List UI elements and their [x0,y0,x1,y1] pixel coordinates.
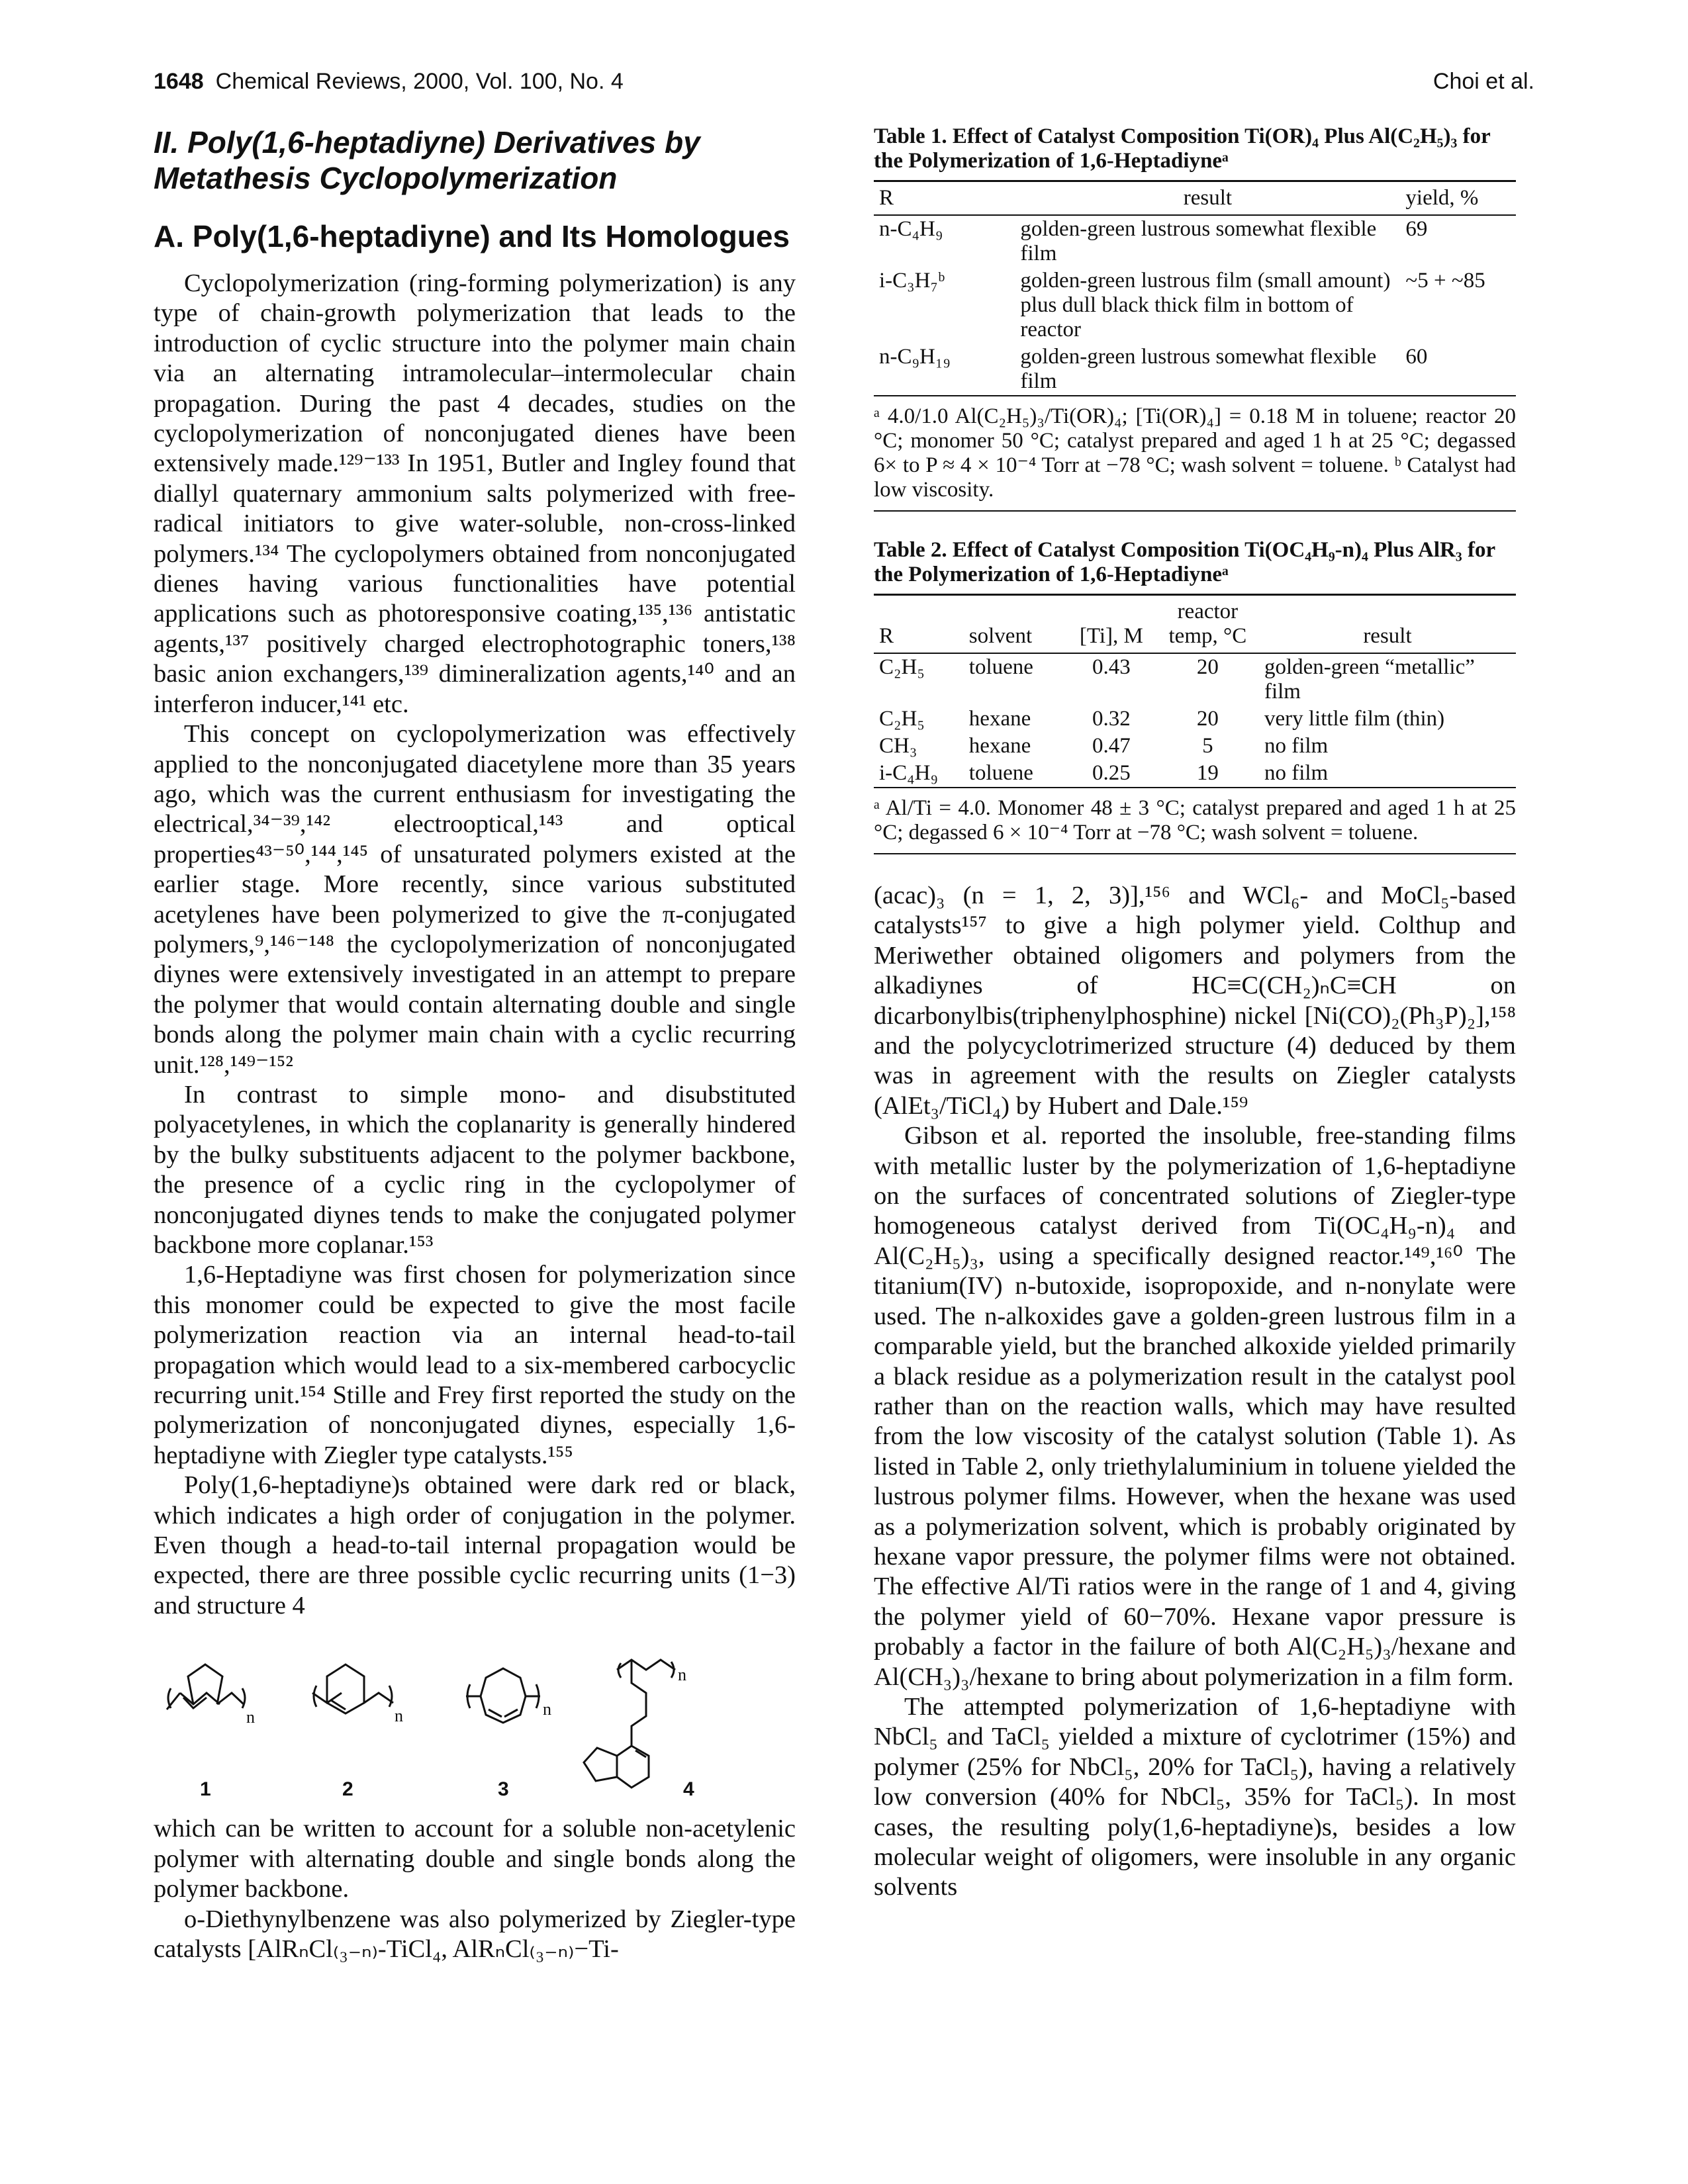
structure-2 [312,1664,393,1713]
repeat-subscript-4: n [678,1665,686,1685]
table-cell: 0.25 [1092,761,1131,785]
table-1 [874,124,1516,512]
paragraph: o-Diethynylbenzene was also polymerized by Ziegler-type catalysts [AlRₙCl₍₃₋ₙ₎-TiCl₄, AlRₙCl₍₃₋ₙ₎−Ti- [154,1905,796,1963]
table-header: yield, % [1400,181,1516,216]
table-cell: hexane [968,707,1031,731]
table-header: result [1015,181,1400,216]
table-header: reactor temp, °C [1156,595,1259,654]
section-title: II. Poly(1,6-heptadiyne) Derivatives by Metathesis Cyclopolymerization [154,125,700,195]
table-cell: n-C₄H₉ [879,217,943,241]
table-header: [Ti], M [1066,595,1156,654]
table-row [874,653,1516,705]
table-header: result [1259,595,1516,654]
chemical-structures-figure [154,1630,796,1809]
left-column [154,124,796,1964]
table-row [874,343,1516,396]
table-1-caption: Table 1. Effect of Catalyst Composition Ti(OR)₄ Plus Al(C₂H₅)₃ for the Polymerization of 1,6-Heptadiyneᵃ [874,124,1491,173]
table-cell: 5 [1202,734,1213,758]
table-header: R [874,595,964,654]
table-cell: golden-green lustrous somewhat flexible film [1020,217,1377,265]
table-row [874,760,1516,788]
repeat-subscript-1: n [246,1707,255,1727]
table-cell: 20 [1196,707,1219,731]
structure-4 [584,1660,675,1788]
table-cell: 0.47 [1092,734,1131,758]
table-2-footnote: ᵃ Al/Ti = 4.0. Monomer 48 ± 3 °C; catalyst prepared and aged 1 h at 25 °C; degassed 6 × 10⁻⁴ Torr at −78 °C; wash solvent = toluene. [874,796,1516,854]
repeat-subscript-2: n [395,1706,403,1726]
table-2-grid [874,594,1516,788]
paragraph: Poly(1,6-heptadiyne)s obtained were dark red or black, which indicates a high order of conjugation in the polymer. Even though a head-to-tail internal propagation would be expected, there are three possible cyclic recurring units (1−3) and structure 4 [154,1471,796,1619]
structure-1 [167,1664,245,1709]
table-cell: toluene [968,655,1033,679]
table-cell: hexane [968,734,1031,758]
structure-label-3: 3 [498,1778,509,1801]
table-header: solvent [964,595,1066,654]
table-cell: C₂H₅ [879,655,925,679]
right-column [874,124,1516,1903]
table-cell: 0.43 [1092,655,1131,679]
running-head [154,69,1534,98]
table-cell: C₂H₅ [879,707,925,731]
table-row [874,733,1516,760]
table-cell: golden-green “metallic” film [1264,655,1475,704]
paragraph: 1,6-Heptadiyne was first chosen for polymerization since this monomer could be expected to give the most facile polymerization reaction via an internal head-to-tail propagation which would lead to a six-membered carbocyclic recurring unit.¹⁵⁴ Stille and Frey first reported the study on the polymerization of nonconjugated diynes, especially 1,6-heptadiyne with Ziegler type catalysts.¹⁵⁵ [154,1261,796,1469]
table-cell: golden-green lustrous somewhat flexible film [1020,345,1377,393]
paragraph: The attempted polymerization of 1,6-heptadiyne with NbCl₅ and TaCl₅ yielded a mixture of cyclotrimer (15%) and polymer (25% for NbCl₅, 20% for TaCl₅), having a relatively low conversion (40% for NbCl₅, 35% for TaCl₅). In most cases, the resulting poly(1,6-heptadiyne)s, besides a low molecular weight of oligomers, were insoluble in any organic solvents [874,1692,1516,1901]
paragraph: which can be written to account for a soluble non-acetylenic polymer with alternating double and single bonds along the polymer backbone. [154,1815,796,1903]
paragraph: In contrast to simple mono- and disubstituted polyacetylenes, in which the coplanarity is generally hindered by the bulky substituents adjacent to the polymer backbone, the presence of a cyclic ring in the cyclopolymer of nonconjugated diynes tends to make the conjugated polymer backbone more coplanar.¹⁵³ [154,1080,796,1259]
table-cell: 20 [1196,655,1219,679]
repeat-subscript-3: n [543,1700,551,1719]
table-cell: i-C₄H₉ [879,761,939,785]
journal-citation: Chemical Reviews, 2000, Vol. 100, No. 4 [215,69,624,94]
structure-label-1: 1 [200,1778,211,1801]
table-row [874,215,1516,267]
table-cell: i-C₃H₇ᵇ [879,269,945,293]
table-1-footnote: ᵃ 4.0/1.0 Al(C₂H₅)₃/Ti(OR)₄; [Ti(OR)₄] = 0.18 M in toluene; reactor 20 °C; monomer 50 °C; catalyst prepared and aged 1 h at 25 °C; degassed 6× to P ≈ 4 × 10⁻⁴ Torr at −78 °C; wash solvent = toluene. ᵇ Catalyst had low viscosity. [874,404,1516,512]
structure-drawing [154,1630,796,1809]
table-cell: 0.32 [1092,707,1131,731]
table-cell: 69 [1405,217,1428,241]
structure-label-4: 4 [683,1778,694,1801]
structure-3 [466,1668,540,1723]
structure-label-2: 2 [342,1778,353,1801]
table-cell: very little film (thin) [1264,707,1445,731]
paragraph: This concept on cyclopolymerization was effectively applied to the nonconjugated diacetylene more than 35 years ago, which was the current enthusiasm for investigating the electrical,³⁴⁻³⁹,¹⁴² electrooptical,¹⁴³ and optical properties⁴³⁻⁵⁰,¹⁴⁴,¹⁴⁵ of unsaturated polymers existed at the earlier stage. More recently, since various substituted acetylenes have been polymerized to give the π-conjugated polymers,⁹,¹⁴⁶⁻¹⁴⁸ the cyclopolymerization of nonconjugated diynes were extensively investigated in an attempt to prepare the polymer that would contain alternating double and single bonds along the polymer main chain with a cyclic recurring unit.¹²⁸,¹⁴⁹⁻¹⁵² [154,720,796,1079]
table-cell: ~5 + ~85 [1405,269,1485,293]
table-cell: toluene [968,761,1033,785]
table-row [874,267,1516,343]
table-cell: 60 [1405,345,1428,369]
paragraph: Gibson et al. reported the insoluble, free-standing films with metallic luster by the polymerization of 1,6-heptadiyne on the surfaces of concentrated solutions of Ziegler-type homogeneous catalyst derived from Ti(OC₄H₉-n)₄ and Al(C₂H₅)₃, using a specifically designed reactor.¹⁴⁹,¹⁶⁰ The titanium(IV) n-butoxide, isopropoxide, and n-nonylate were used. The n-alkoxides gave a golden-green lustrous film in a comparable yield, but the branched alkoxide yielded primarily a black residue as a polymerization result in the catalyst pool rather than on the reaction walls, which may have resulted from the low viscosity of the catalyst solution (Table 1). As listed in Table 2, only triethylaluminium in toluene yielded the lustrous polymer films. However, when the hexane was used as a polymerization solvent, which is probably originated by hexane vapor pressure, the polymer films were not obtained. The effective Al/Ti ratios were in the range of 1 and 4, giving the polymer yield of 60−70%. Hexane vapor pressure is probably a factor in the failure of both Al(C₂H₅)₃/hexane and Al(CH₃)₃/hexane to bring about polymerization in a film form. [874,1122,1516,1691]
table-2-caption: Table 2. Effect of Catalyst Composition Ti(OC₄H₉-n)₄ Plus AlR₃ for the Polymerization of 1,6-Heptadiyneᵃ [874,538,1495,586]
table-cell: 19 [1196,761,1219,785]
table-cell: no film [1264,734,1329,758]
subsection-title: A. Poly(1,6-heptadiyne) and Its Homologues [154,219,790,253]
table-header: R [874,181,1015,216]
table-cell: no film [1264,761,1329,785]
author-running-head: Choi et al. [1432,69,1534,94]
table-cell: golden-green lustrous film (small amount) plus dull black thick film in bottom of reactor [1020,269,1391,341]
paragraph: Cyclopolymerization (ring-forming polymerization) is any type of chain-growth polymerization that leads to the introduction of cyclic structure into the polymer main chain via an alternating intramolecular–intermolecular chain propagation. During the past 4 decades, studies on the cyclopolymerization of nonconjugated dienes have been extensively made.¹²⁹⁻¹³³ In 1951, Butler and Ingley found that diallyl quaternary ammonium salts polymerized with free-radical initiators to give water-soluble, non-cross-linked polymers.¹³⁴ The cyclopolymers obtained from nonconjugated dienes having various functionalities have potential applications such as photoresponsive coating,¹³⁵,¹³⁶ antistatic agents,¹³⁷ positively charged electrophotographic toners,¹³⁸ basic anion exchangers,¹³⁹ dimineralization agents,¹⁴⁰ and an interferon inducer,¹⁴¹ etc. [154,269,796,718]
table-2 [874,538,1516,854]
table-cell: n-C₉H₁₉ [879,345,951,369]
page-number: 1648 [154,69,204,94]
table-cell: CH₃ [879,734,917,758]
paragraph: (acac)₃ (n = 1, 2, 3)],¹⁵⁶ and WCl₆- and MoCl₅-based catalysts¹⁵⁷ to give a high polymer yield. Colthup and Meriwether obtained oligomers and polymers from the alkadiynes of HC≡C(CH₂)ₙC≡CH on dicarbonylbis(triphenylphosphine) nickel [Ni(CO)₂(Ph₃P)₂],¹⁵⁸ and the polycyclotrimerized structure (4) deduced by them was in agreement with the results on Ziegler catalysts (AlEt₃/TiCl₄) by Hubert and Dale.¹⁵⁹ [874,882,1516,1120]
table-row [874,705,1516,733]
table-1-grid [874,180,1516,396]
